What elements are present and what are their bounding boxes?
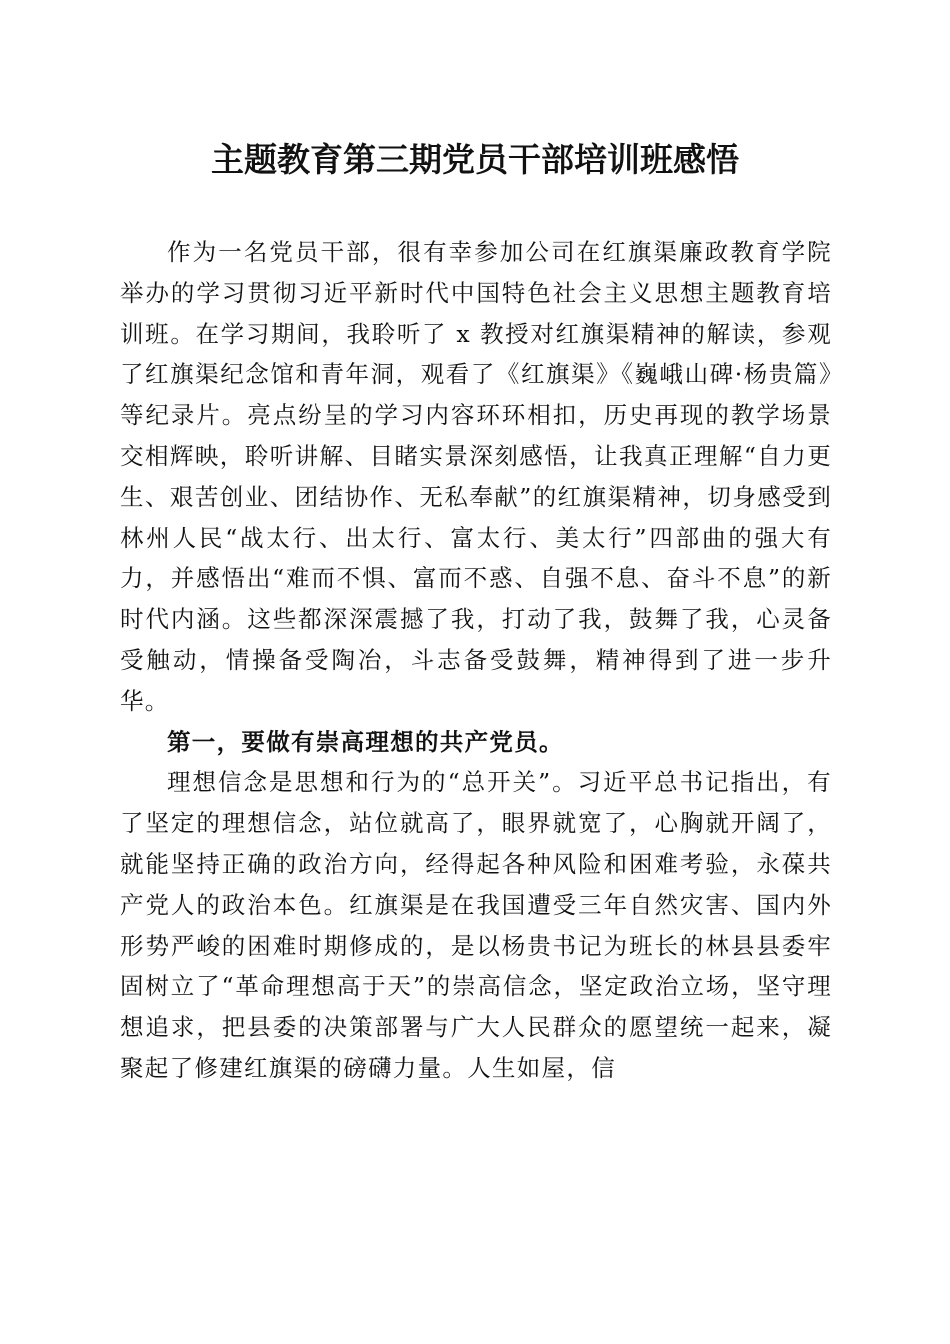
paragraph-ideals: 理想信念是思想和行为的“总开关”。习近平总书记指出，有了坚定的理想信念，站位就高了，眼界就宽了，心胸就开阔了，就能坚持正确的政治方向，经得起各种风险和困难考验，永葆共产党人的政治本色。红旗渠是在我国遭受三年自然灾害、国内外形势严峻的困难时期修成的，是以杨贵书记为班长的林县县委牢固树立了“革命理想高于天”的崇高信念，坚定政治立场，坚守理想追求，把县委的决策部署与广大人民群众的愿望统一起来，凝聚起了修建红旗渠的磅礴力量。人生如屋，信 xyxy=(120,768,832,1082)
document-title: 主题教育第三期党员干部培训班感悟 xyxy=(211,140,739,179)
section-heading-first: 第一，要做有崇高理想的共产党员。 xyxy=(167,727,564,756)
paragraph-intro: 作为一名党员干部，很有幸参加公司在红旗渠廉政教育学院举办的学习贯彻习近平新时代中国特色社会主义思想主题教育培训班。在学习期间，我聆听了 x 教授对红旗渠精神的解读，参观了红旗渠纪念馆和青年洞，观看了《红旗渠》《巍峨山碑·杨贵篇》等纪录片。亮点纷呈的学习内容环环相扣，历史再现的教学场景交相辉映，聆听讲解、目睹实景深刻感悟，让我真正理解“自力更生、艰苦创业、团结协作、无私奉献”的红旗渠精神，切身感受到林州人民“战太行、出太行、富太行、美太行”四部曲的强大有力，并感悟出“难而不惧、富而不惑、自强不息、奋斗不息”的新时代内涵。这些都深深震撼了我，打动了我，鼓舞了我，心灵备受触动，情操备受陶冶，斗志备受鼓舞，精神得到了进一步升华。 xyxy=(120,238,832,715)
document-body xyxy=(120,232,832,1089)
